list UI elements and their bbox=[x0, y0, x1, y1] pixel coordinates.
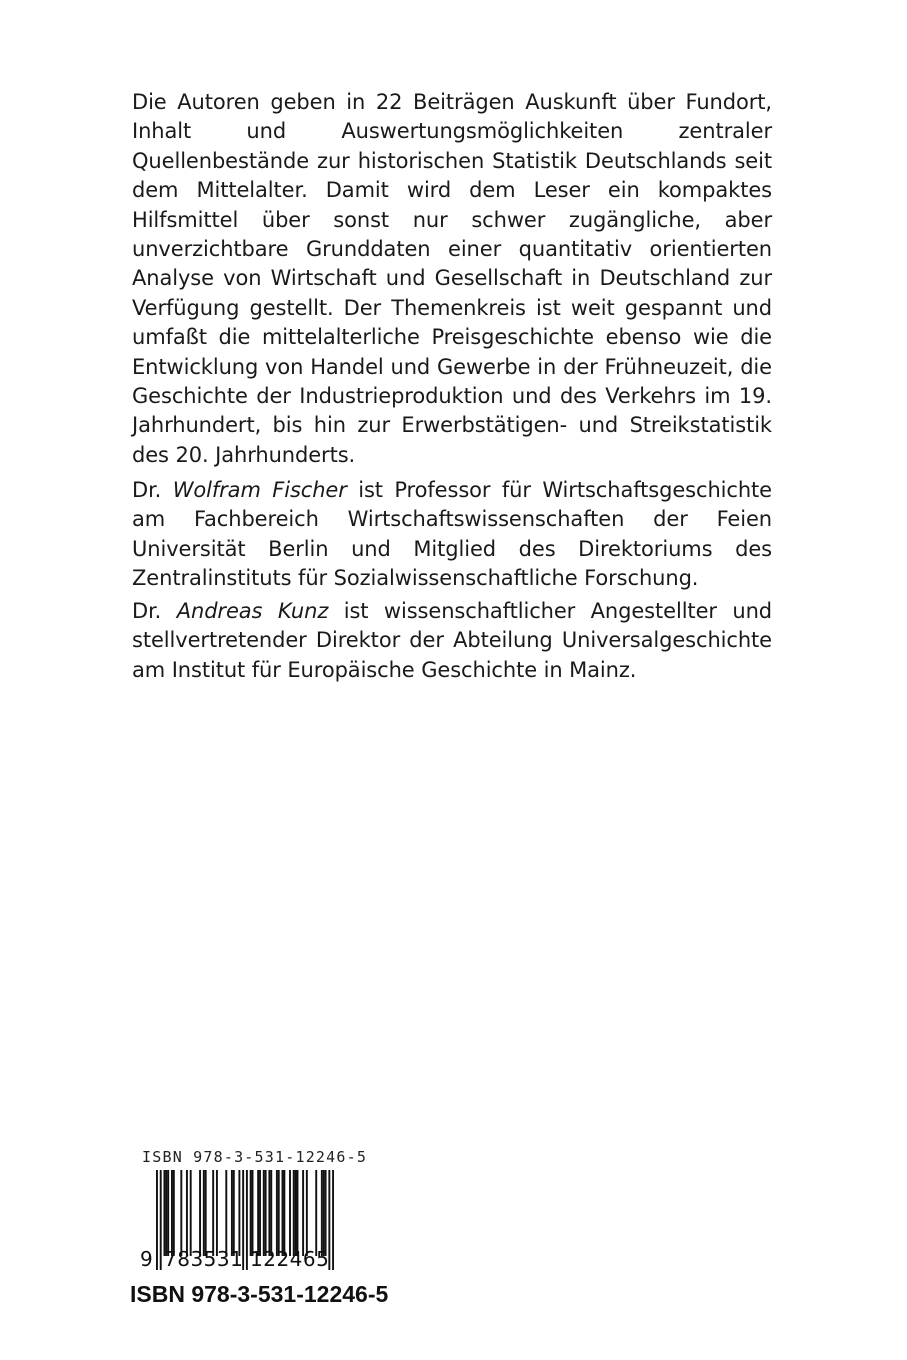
barcode-bar bbox=[276, 1170, 278, 1256]
barcode-bar bbox=[231, 1170, 233, 1256]
barcode-bar bbox=[270, 1170, 272, 1256]
barcode-bar bbox=[295, 1170, 297, 1256]
barcode-bar bbox=[252, 1170, 254, 1256]
barcode-bar bbox=[156, 1170, 158, 1270]
barcode-bar bbox=[268, 1170, 270, 1256]
barcode-bar bbox=[265, 1170, 267, 1256]
barcode-bar bbox=[283, 1170, 285, 1256]
abstract-text: Die Autoren geben in 22 Beiträgen Auskunft über Fundort, Inhalt und Auswertungsmöglichkeiten zentraler Quellenbestände zur historischen Statistik Deutschlands seit dem Mittelalter. Damit wird dem Leser ein kompaktes Hilfsmittel über sonst nur schwer zugängliche, aber unverzichtbare Grunddaten einer quantitativ orientierten Analyse von Wirtschaft und Gesellschaft in Deutschland zur Verfügung gestellt. Der Themenkreis ist weit gespannt und umfaßt die mittelalterliche Preisgeschichte ebenso wie die Entwicklung von Handel und Gewerbe in der Frühneuzeit, die Geschichte der Industrieproduktion und des Verkehrs im 19. Jahrhundert, bis hin zur Erwerbstätigen- und Streikstatistik des 20. Jahrhunderts. bbox=[132, 90, 772, 467]
barcode-bar bbox=[173, 1170, 175, 1256]
barcode-bar bbox=[212, 1170, 214, 1256]
barcode-bar bbox=[282, 1170, 284, 1256]
ean-lead-digit: 9 bbox=[140, 1247, 153, 1271]
barcode-bar bbox=[325, 1170, 327, 1256]
barcode-bar bbox=[190, 1170, 192, 1256]
barcode-bar bbox=[163, 1170, 165, 1256]
barcode-bar bbox=[225, 1170, 227, 1256]
barcode-bar bbox=[246, 1170, 248, 1270]
barcode-bar bbox=[293, 1170, 295, 1256]
barcode-bar bbox=[259, 1170, 261, 1256]
ean-right-group: 122465 bbox=[250, 1247, 330, 1271]
barcode-bar bbox=[216, 1170, 218, 1256]
author-name: Wolfram Fischer bbox=[172, 478, 347, 502]
barcode-bar bbox=[233, 1170, 235, 1256]
barcode-bar bbox=[167, 1170, 169, 1256]
barcode-bar bbox=[257, 1170, 259, 1256]
author-name: Andreas Kunz bbox=[176, 599, 329, 623]
barcode-bar bbox=[278, 1170, 280, 1256]
author-bio-fischer bbox=[132, 476, 772, 594]
barcode-bar bbox=[302, 1170, 304, 1256]
abstract-paragraph bbox=[132, 88, 772, 470]
barcode-bar bbox=[238, 1170, 240, 1256]
bio-text: ist Professor für Wirtschaftsgeschichte am Fachbereich Wirtschaftswissenschaften der Feien Universität Berlin und Mitglied des Direktoriums des Zentralinstituts für Sozialwissenschaftliche Forschung. bbox=[132, 478, 773, 591]
isbn-barcode bbox=[140, 1148, 370, 1271]
barcode-bar bbox=[160, 1170, 162, 1270]
bio-text: ist wissenschaftlicher Angestellter und stellvertretender Direktor der Abteilung Universalgeschichte am Institut für Europäische Geschichte in Mainz. bbox=[132, 599, 773, 682]
bio-prefix: Dr. bbox=[132, 478, 162, 502]
barcode-bar bbox=[203, 1170, 205, 1256]
barcode-bar bbox=[315, 1170, 317, 1256]
ean-left-group: 783531 bbox=[164, 1247, 244, 1271]
barcode-bar bbox=[199, 1170, 201, 1256]
barcode-bar bbox=[250, 1170, 252, 1256]
barcode-bar bbox=[165, 1170, 167, 1256]
barcode-bar bbox=[186, 1170, 188, 1256]
barcode-bar bbox=[323, 1170, 325, 1256]
barcode-bar bbox=[171, 1170, 173, 1256]
barcode-bar bbox=[205, 1170, 207, 1256]
author-bio-kunz bbox=[132, 597, 772, 685]
barcode-bar bbox=[306, 1170, 308, 1256]
isbn-text: ISBN 978-3-531-12246-5 bbox=[130, 1281, 389, 1307]
barcode-bar bbox=[180, 1170, 182, 1256]
barcode-isbn-label: ISBN 978-3-531-12246-5 bbox=[142, 1148, 368, 1166]
barcode-bar bbox=[297, 1170, 299, 1256]
barcode-bar bbox=[263, 1170, 265, 1256]
barcode-bar bbox=[289, 1170, 291, 1256]
barcode-bar bbox=[332, 1170, 334, 1270]
barcode-bar bbox=[321, 1170, 323, 1256]
bio-prefix: Dr. bbox=[132, 599, 162, 623]
